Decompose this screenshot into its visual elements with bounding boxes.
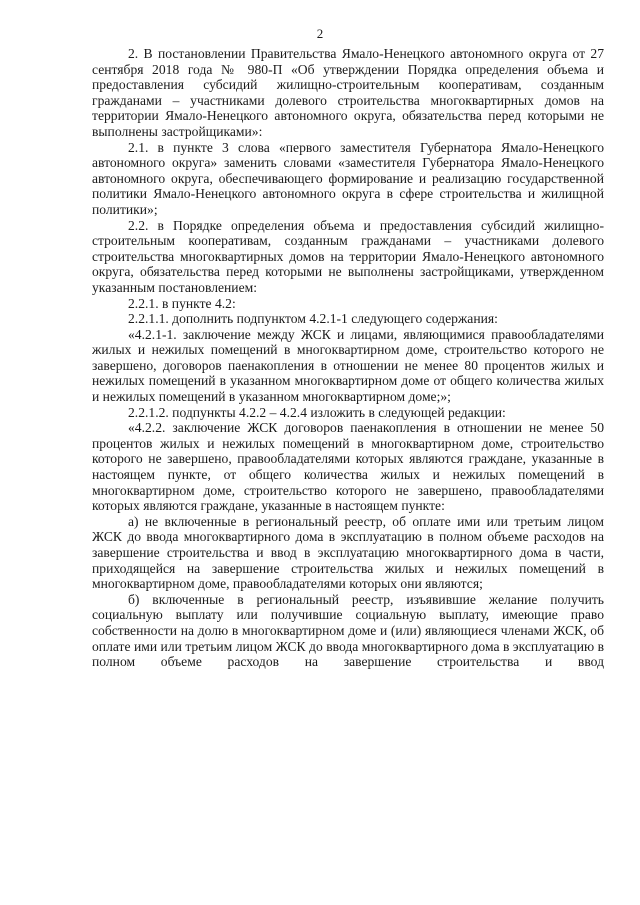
page-number: 2	[316, 26, 324, 41]
paragraph: «4.2.1-1. заключение между ЖСК и лицами, являющимися правообладателями жилых и нежилых помещений в многоквартирном доме, строительство которого не завершено, договоров паенакопления в отношении не менее 80 процентов жилых и нежилых помещений в указанном многоквартирном доме от общего количества жилых и нежилых помещений в указанном многоквартирном доме;»;	[92, 326, 604, 405]
paragraph: 2.2. в Порядке определения объема и предоставления субсидий жилищно-строительным кооперативам, созданным гражданами – участниками долевого строительства многоквартирных домов на территории Ямало-Ненецкого автономного округа, обязательства перед которыми не выполнены застройщиками, утвержденном указанным постановлением:	[92, 217, 604, 295]
paragraph: 2.1. в пункте 3 слова «первого заместителя Губернатора Ямало-Ненецкого автономного округа» заменить словами «заместителя Губернатора Ямало-Ненецкого автономного округа, обеспечивающего формирование и реализацию государственной политики Ямало-Ненецкого автономного округа в сфере строительства и жилищной политики»;	[92, 139, 604, 217]
paragraph: «4.2.2. заключение ЖСК договоров паенакопления в отношении не менее 50 процентов жилых и нежилых помещений в многоквартирном доме, строительство которого не завершено, правообладателями которых являются граждане, указанные в настоящем пункте, от общего количества жилых и нежилых помещений в многоквартирном доме, строительство которого не завершено, правообладателями которых являются граждане, указанные в настоящем пункте:	[92, 420, 604, 514]
paragraph: 2. В постановлении Правительства Ямало-Ненецкого автономного округа от 27 сентября 2018 года № 980-П «Об утверждении Порядка определения объема и предоставления субсидий жилищно-строительным кооперативам, созданным гражданами – участниками долевого строительства многоквартирных домов на территории Ямало-Ненецкого автономного округа, обязательства перед которыми не выполнены застройщиками»:	[92, 46, 604, 139]
document-body	[92, 46, 604, 670]
paragraph: 2.2.1.1. дополнить подпунктом 4.2.1-1 следующего содержания:	[128, 311, 498, 327]
paragraph: б) включенные в региональный реестр, изъявившие желание получить социальную выплату или получившие социальную выплату, имеющие право собственности на долю в многоквартирном доме и (или) являющиеся членами ЖСК, об оплате ими или третьим лицом ЖСК до ввода многоквартирного дома в эксплуатацию в полном объеме расходов на завершение строительства и ввод	[92, 591, 604, 670]
paragraph: 2.2.1.2. подпункты 4.2.2 – 4.2.4 изложить в следующей редакции:	[128, 404, 506, 420]
paragraph: а) не включенные в региональный реестр, об оплате ими или третьим лицом ЖСК до ввода многоквартирного дома в эксплуатацию в полном объеме расходов на завершение строительства и ввод в эксплуатацию многоквартирного дома в части, приходящейся на завершение строительства жилых и нежилых помещений в многоквартирном доме, правообладателями которых они являются;	[92, 513, 604, 592]
paragraph: 2.2.1. в пункте 4.2:	[128, 295, 236, 311]
